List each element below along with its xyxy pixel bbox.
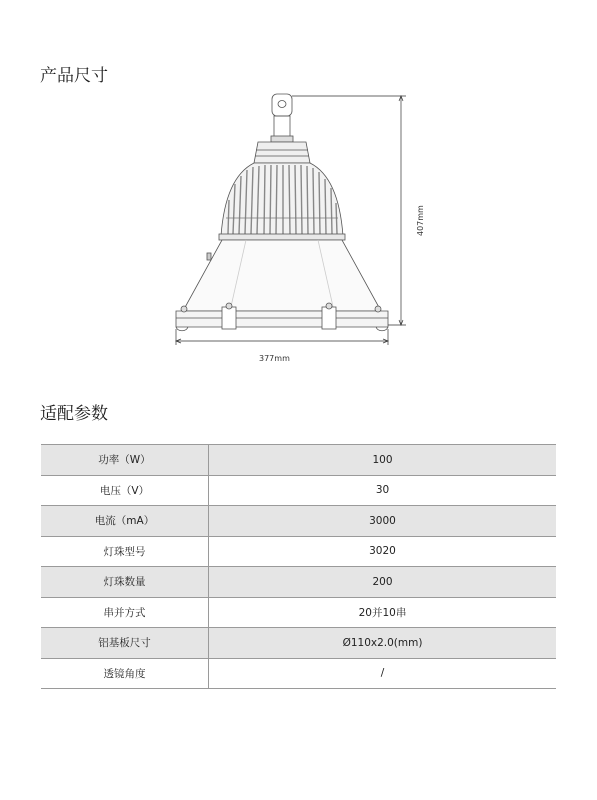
lamp-outline bbox=[176, 94, 388, 331]
param-value: 200 bbox=[209, 567, 557, 598]
param-value: 3020 bbox=[209, 536, 557, 567]
side-screw bbox=[207, 253, 211, 260]
bottom-frame bbox=[176, 311, 388, 327]
param-label: 铝基板尺寸 bbox=[41, 628, 209, 659]
clamp-right bbox=[322, 307, 336, 329]
dome-base-ring bbox=[219, 234, 345, 240]
height-label: 407mm bbox=[416, 205, 425, 236]
param-label: 透镜角度 bbox=[41, 658, 209, 689]
param-label: 灯珠型号 bbox=[41, 536, 209, 567]
table-row bbox=[41, 445, 556, 476]
param-label: 功率（W） bbox=[41, 445, 209, 476]
param-value: / bbox=[209, 658, 557, 689]
table-row bbox=[41, 536, 556, 567]
param-value: 3000 bbox=[209, 506, 557, 537]
param-label: 灯珠数量 bbox=[41, 567, 209, 598]
table-row bbox=[41, 475, 556, 506]
table-row bbox=[41, 628, 556, 659]
param-value: 30 bbox=[209, 475, 557, 506]
table-row bbox=[41, 506, 556, 537]
param-value: 100 bbox=[209, 445, 557, 476]
width-dimension bbox=[176, 329, 388, 345]
param-label: 电压（V） bbox=[41, 475, 209, 506]
table-row bbox=[41, 567, 556, 598]
table-row bbox=[41, 658, 556, 689]
param-value: 20并10串 bbox=[209, 597, 557, 628]
param-value: Ø110x2.0(mm) bbox=[209, 628, 557, 659]
params-title: 适配参数 bbox=[40, 404, 108, 424]
reflector-cone bbox=[183, 240, 381, 311]
lamp-collar bbox=[254, 142, 310, 163]
params-table bbox=[41, 444, 556, 689]
param-label: 电流（mA） bbox=[41, 506, 209, 537]
dimensions-title: 产品尺寸 bbox=[40, 66, 108, 86]
param-label: 串并方式 bbox=[41, 597, 209, 628]
width-label: 377mm bbox=[259, 354, 290, 363]
clamp-left bbox=[222, 307, 236, 329]
lamp-dimension-drawing bbox=[0, 0, 597, 380]
table-row bbox=[41, 597, 556, 628]
